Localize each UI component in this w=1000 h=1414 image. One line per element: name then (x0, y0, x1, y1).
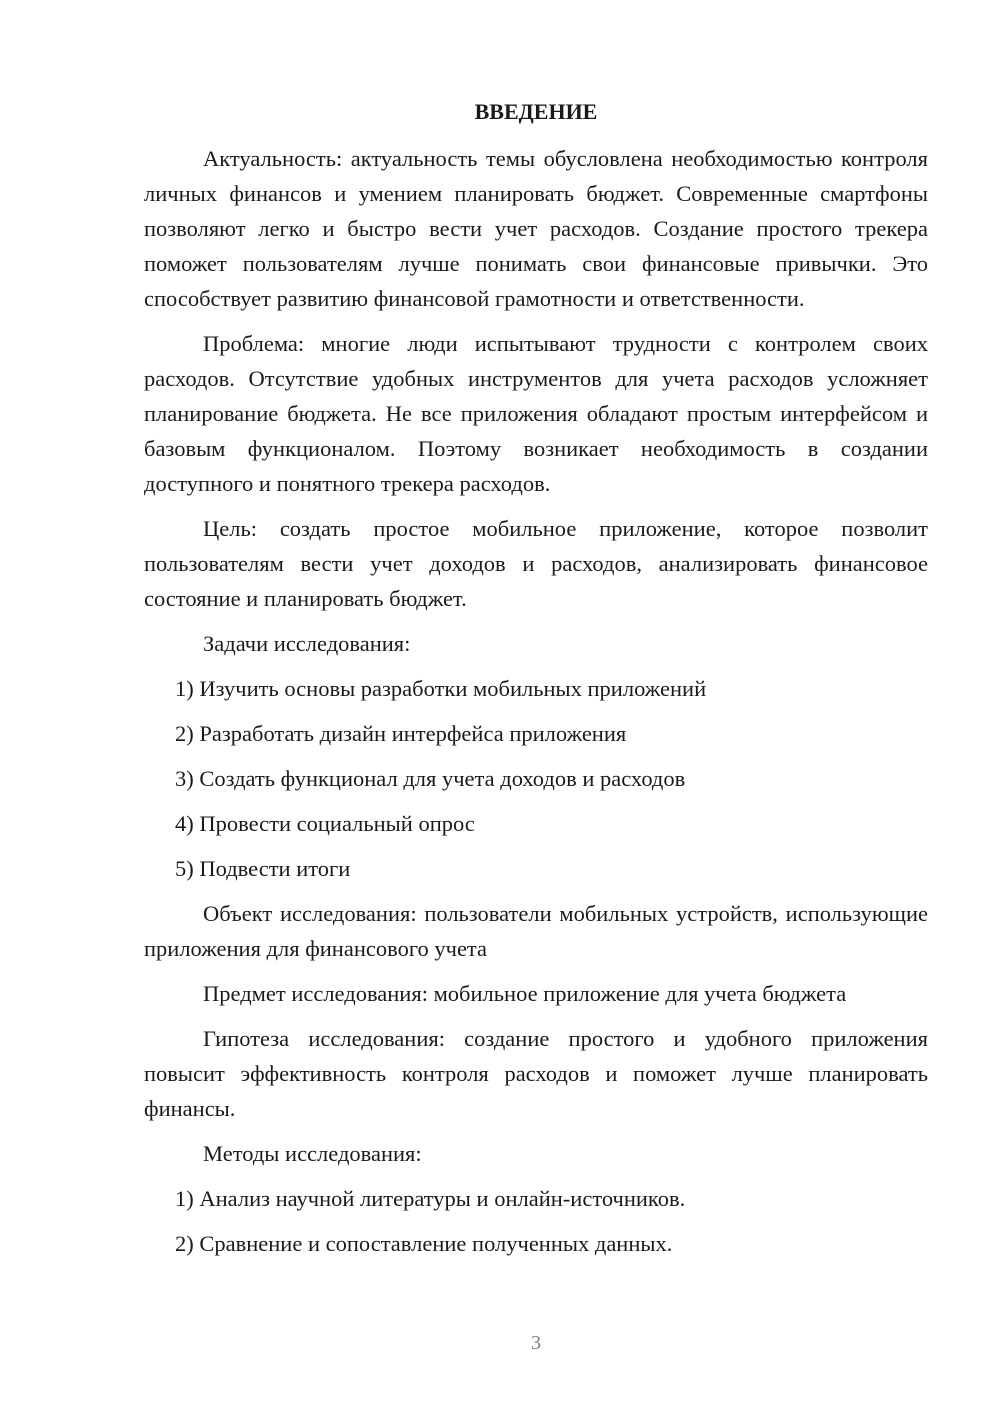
page-title: ВВЕДЕНИЕ (474, 99, 598, 124)
tasks-list (144, 671, 928, 886)
list-item: 5) Подвести итоги (175, 856, 351, 881)
paragraph-object: Объект исследования: пользователи мобильных устройств, использующие приложения для финансового учета (144, 901, 928, 961)
methods-heading: Методы исследования: (203, 1141, 422, 1166)
paragraph-problem: Проблема: многие люди испытывают трудности с контролем своих расходов. Отсутствие удобных инструментов для учета расходов усложняет планирование бюджета. Не все приложения обладают простым интерфейсом и базовым функционалом. Поэтому возникает необходимость в создании доступного и понятного трекера расходов. (144, 331, 928, 496)
list-item: 1) Анализ научной литературы и онлайн-источников. (175, 1186, 686, 1211)
paragraph-hypothesis: Гипотеза исследования: создание простого и удобного приложения повысит эффективность контроля расходов и поможет лучше планировать финансы. (144, 1026, 928, 1121)
list-item: 4) Провести социальный опрос (175, 811, 475, 836)
page-content (144, 94, 928, 1271)
paragraph-subject: Предмет исследования: мобильное приложение для учета бюджета (203, 981, 847, 1006)
methods-list (144, 1181, 928, 1261)
tasks-heading: Задачи исследования: (203, 631, 411, 656)
list-item: 3) Создать функционал для учета доходов и расходов (175, 766, 686, 791)
paragraph-goal: Цель: создать простое мобильное приложение, которое позволит пользователям вести учет доходов и расходов, анализировать финансовое состояние и планировать бюджет. (144, 516, 928, 611)
paragraph-relevance: Актуальность: актуальность темы обусловлена необходимостью контроля личных финансов и умением планировать бюджет. Современные смартфоны позволяют легко и быстро вести учет расходов. Создание простого трекера поможет пользователям лучше понимать свои финансовые привычки. Это способствует развитию финансовой грамотности и ответственности. (144, 146, 928, 311)
list-item: 1) Изучить основы разработки мобильных приложений (175, 676, 707, 701)
list-item: 2) Сравнение и сопоставление полученных данных. (175, 1231, 673, 1256)
page-number: 3 (531, 1332, 541, 1354)
list-item: 2) Разработать дизайн интерфейса приложения (175, 721, 627, 746)
